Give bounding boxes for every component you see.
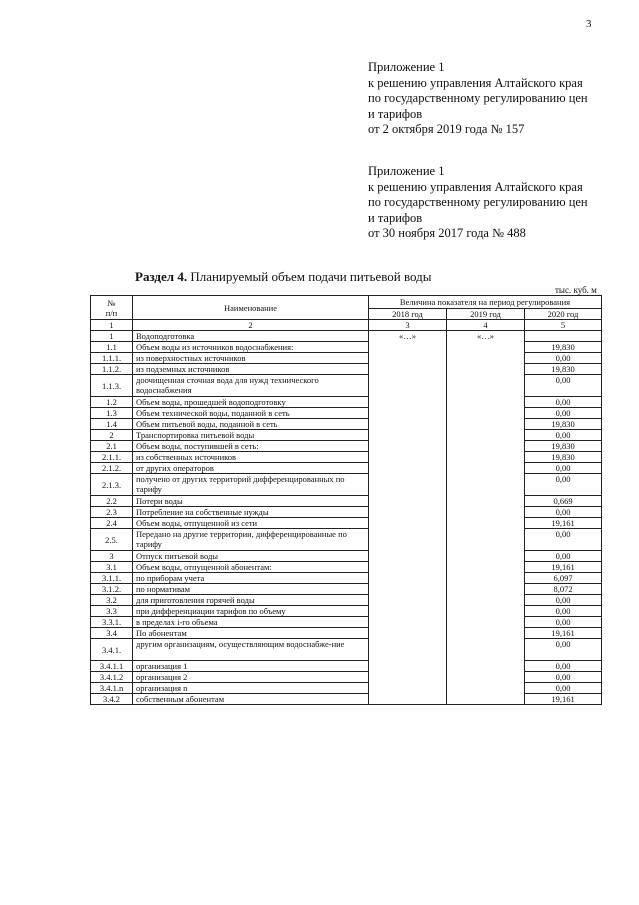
value-2020: 0,00 bbox=[525, 529, 602, 551]
row-number: 3.1.2. bbox=[91, 584, 133, 595]
value-2020: 8,072 bbox=[525, 584, 602, 595]
row-name: доочищенная сточная вода для нужд технического водоснабжения bbox=[133, 375, 369, 397]
row-name: Отпуск питьевой воды bbox=[133, 551, 369, 562]
value-2020: 0,00 bbox=[525, 353, 602, 364]
row-number: 1.3 bbox=[91, 408, 133, 419]
value-2019 bbox=[447, 584, 525, 595]
appendix-line: и тарифов bbox=[368, 210, 423, 225]
value-2018 bbox=[369, 661, 447, 672]
row-number: 3.4.1.1 bbox=[91, 661, 133, 672]
row-name: по нормативам bbox=[133, 584, 369, 595]
value-2018 bbox=[369, 364, 447, 375]
table-row bbox=[91, 683, 602, 694]
value-2019 bbox=[447, 463, 525, 474]
value-2020: 0,00 bbox=[525, 639, 602, 661]
value-2020: 0,00 bbox=[525, 606, 602, 617]
value-2020: 0,00 bbox=[525, 617, 602, 628]
col-number: 2 bbox=[133, 320, 369, 331]
section-title-text: Планируемый объем подачи питьевой воды bbox=[190, 269, 432, 284]
row-number: 1.1.2. bbox=[91, 364, 133, 375]
table-row bbox=[91, 474, 602, 496]
col-number: 1 bbox=[91, 320, 133, 331]
row-number: 3.3.1. bbox=[91, 617, 133, 628]
header-year-2018: 2018 год bbox=[369, 309, 447, 320]
row-name: По абонентам bbox=[133, 628, 369, 639]
table-row bbox=[91, 518, 602, 529]
value-2019 bbox=[447, 562, 525, 573]
appendix-line: по государственному регулированию цен bbox=[368, 195, 588, 209]
table-row bbox=[91, 397, 602, 408]
row-number: 3.4.1.n bbox=[91, 683, 133, 694]
table-row bbox=[91, 672, 602, 683]
value-2019 bbox=[447, 397, 525, 408]
table-row bbox=[91, 639, 602, 661]
value-2020: 19,830 bbox=[525, 441, 602, 452]
row-name: Потребление на собственные нужды bbox=[133, 507, 369, 518]
value-2018 bbox=[369, 397, 447, 408]
row-number: 2.2 bbox=[91, 496, 133, 507]
row-number: 1.1.1. bbox=[91, 353, 133, 364]
table-row bbox=[91, 606, 602, 617]
row-number: 3.4 bbox=[91, 628, 133, 639]
appendix-line: по государственному регулированию цен bbox=[368, 91, 588, 105]
row-number: 2 bbox=[91, 430, 133, 441]
row-name: Объем воды, отпущенной из сети bbox=[133, 518, 369, 529]
row-number: 3 bbox=[91, 551, 133, 562]
row-name: из подземных источников bbox=[133, 364, 369, 375]
row-number: 2.1.1. bbox=[91, 452, 133, 463]
col-number: 3 bbox=[369, 320, 447, 331]
table-row bbox=[91, 595, 602, 606]
row-number: 1.4 bbox=[91, 419, 133, 430]
header-num: № п/п bbox=[91, 296, 133, 320]
value-2018 bbox=[369, 672, 447, 683]
value-2019 bbox=[447, 606, 525, 617]
row-name: для приготовления горячей воды bbox=[133, 595, 369, 606]
value-2018 bbox=[369, 595, 447, 606]
value-2020: 0,00 bbox=[525, 507, 602, 518]
table-row bbox=[91, 529, 602, 551]
table-row bbox=[91, 694, 602, 705]
row-number: 3.3 bbox=[91, 606, 133, 617]
row-number: 3.1.1. bbox=[91, 573, 133, 584]
row-number: 2.1.3. bbox=[91, 474, 133, 496]
row-number: 2.5. bbox=[91, 529, 133, 551]
value-2018 bbox=[369, 628, 447, 639]
header-name: Наименование bbox=[133, 296, 369, 320]
value-2019 bbox=[447, 507, 525, 518]
table-row bbox=[91, 331, 602, 342]
value-2020: 0,00 bbox=[525, 463, 602, 474]
table-row bbox=[91, 628, 602, 639]
value-2018 bbox=[369, 342, 447, 353]
row-number: 3.2 bbox=[91, 595, 133, 606]
value-2018 bbox=[369, 441, 447, 452]
value-2018 bbox=[369, 551, 447, 562]
value-2018 bbox=[369, 694, 447, 705]
value-2020: 19,161 bbox=[525, 628, 602, 639]
row-name: по приборам учета bbox=[133, 573, 369, 584]
row-number: 2.1 bbox=[91, 441, 133, 452]
value-2019: «…» bbox=[447, 331, 525, 342]
table-row bbox=[91, 419, 602, 430]
value-2018 bbox=[369, 430, 447, 441]
appendix-header-original bbox=[368, 164, 588, 242]
col-number: 4 bbox=[447, 320, 525, 331]
row-name: получено от других территорий дифференцированных по тарифу bbox=[133, 474, 369, 496]
value-2020: 0,00 bbox=[525, 661, 602, 672]
table-row bbox=[91, 551, 602, 562]
value-2020: 19,830 bbox=[525, 419, 602, 430]
row-number: 2.3 bbox=[91, 507, 133, 518]
value-2018 bbox=[369, 683, 447, 694]
section-prefix: Раздел 4. bbox=[135, 269, 188, 284]
value-2020: 19,830 bbox=[525, 342, 602, 353]
value-2019 bbox=[447, 683, 525, 694]
row-number: 3.4.1. bbox=[91, 639, 133, 661]
value-2020: 0,00 bbox=[525, 408, 602, 419]
value-2019 bbox=[447, 353, 525, 364]
header-year-2019: 2019 год bbox=[447, 309, 525, 320]
row-name: Объем воды из источников водоснабжения: bbox=[133, 342, 369, 353]
value-2019 bbox=[447, 496, 525, 507]
appendix-line: от 2 октября 2019 года № 157 bbox=[368, 122, 525, 136]
units-label: тыс. куб. м bbox=[555, 285, 597, 295]
value-2018 bbox=[369, 353, 447, 364]
value-2020: 0,00 bbox=[525, 474, 602, 496]
header-period: Величина показателя на период регулирования bbox=[369, 296, 602, 309]
table-row bbox=[91, 364, 602, 375]
value-2018 bbox=[369, 375, 447, 397]
value-2019 bbox=[447, 518, 525, 529]
appendix-line: Приложение 1 bbox=[368, 60, 445, 74]
value-2018 bbox=[369, 529, 447, 551]
value-2018 bbox=[369, 584, 447, 595]
value-2020: 0,00 bbox=[525, 397, 602, 408]
row-number: 3.4.2 bbox=[91, 694, 133, 705]
value-2019 bbox=[447, 617, 525, 628]
row-name: Передано на другие территории, дифференцированные по тарифу bbox=[133, 529, 369, 551]
table-row bbox=[91, 496, 602, 507]
value-2019 bbox=[447, 595, 525, 606]
value-2018 bbox=[369, 573, 447, 584]
value-2020: 19,830 bbox=[525, 452, 602, 463]
row-name: от других операторов bbox=[133, 463, 369, 474]
value-2019 bbox=[447, 628, 525, 639]
table-row bbox=[91, 463, 602, 474]
value-2019 bbox=[447, 364, 525, 375]
table-row bbox=[91, 573, 602, 584]
value-2018 bbox=[369, 452, 447, 463]
row-number: 1 bbox=[91, 331, 133, 342]
table-row bbox=[91, 584, 602, 595]
value-2019 bbox=[447, 419, 525, 430]
row-name: Потери воды bbox=[133, 496, 369, 507]
row-name: собственным абонентам bbox=[133, 694, 369, 705]
table-row bbox=[91, 617, 602, 628]
row-name: в пределах i-го объема bbox=[133, 617, 369, 628]
table-row bbox=[91, 661, 602, 672]
value-2020: 19,161 bbox=[525, 562, 602, 573]
value-2019 bbox=[447, 529, 525, 551]
value-2020: 0,00 bbox=[525, 375, 602, 397]
value-2020: 0,00 bbox=[525, 683, 602, 694]
value-2020: 19,830 bbox=[525, 364, 602, 375]
value-2019 bbox=[447, 551, 525, 562]
value-2020: 6,097 bbox=[525, 573, 602, 584]
table-row bbox=[91, 408, 602, 419]
value-2020: 19,161 bbox=[525, 694, 602, 705]
value-2018 bbox=[369, 606, 447, 617]
table-row bbox=[91, 507, 602, 518]
row-number: 3.1 bbox=[91, 562, 133, 573]
row-number: 1.1.3. bbox=[91, 375, 133, 397]
value-2019 bbox=[447, 441, 525, 452]
value-2019 bbox=[447, 452, 525, 463]
value-2020: 0,00 bbox=[525, 595, 602, 606]
value-2019 bbox=[447, 661, 525, 672]
row-name: из поверхностных источников bbox=[133, 353, 369, 364]
water-volume-table bbox=[90, 295, 602, 705]
row-number: 2.4 bbox=[91, 518, 133, 529]
row-name: Транспортировка питьевой воды bbox=[133, 430, 369, 441]
table-row bbox=[91, 430, 602, 441]
value-2019 bbox=[447, 375, 525, 397]
table-row bbox=[91, 375, 602, 397]
row-name: другим организациям, осуществляющим водоснабже-ние bbox=[133, 639, 369, 661]
appendix-line: к решению управления Алтайского края bbox=[368, 75, 583, 90]
section-title bbox=[135, 269, 432, 285]
row-name: организация n bbox=[133, 683, 369, 694]
value-2018 bbox=[369, 419, 447, 430]
table-row bbox=[91, 353, 602, 364]
value-2020 bbox=[525, 331, 602, 342]
table-row bbox=[91, 342, 602, 353]
page-number: 3 bbox=[586, 18, 592, 30]
value-2019 bbox=[447, 342, 525, 353]
row-name: Объем воды, отпущенной абонентам: bbox=[133, 562, 369, 573]
header-year-2020: 2020 год bbox=[525, 309, 602, 320]
value-2018 bbox=[369, 408, 447, 419]
table-row bbox=[91, 562, 602, 573]
value-2019 bbox=[447, 639, 525, 661]
value-2020: 0,00 bbox=[525, 551, 602, 562]
row-name: Объем питьевой воды, поданной в сеть bbox=[133, 419, 369, 430]
row-name: организация 2 bbox=[133, 672, 369, 683]
row-name: Объем воды, поступившей в сеть: bbox=[133, 441, 369, 452]
value-2018 bbox=[369, 463, 447, 474]
value-2019 bbox=[447, 474, 525, 496]
row-name: при дифференциации тарифов по объему bbox=[133, 606, 369, 617]
value-2018 bbox=[369, 562, 447, 573]
appendix-line: Приложение 1 bbox=[368, 164, 445, 178]
value-2020: 19,161 bbox=[525, 518, 602, 529]
row-name: из собственных источников bbox=[133, 452, 369, 463]
value-2018 bbox=[369, 617, 447, 628]
row-number: 1.1 bbox=[91, 342, 133, 353]
value-2018 bbox=[369, 496, 447, 507]
value-2018: «…» bbox=[369, 331, 447, 342]
row-name: организация 1 bbox=[133, 661, 369, 672]
appendix-line: к решению управления Алтайского края bbox=[368, 179, 583, 194]
value-2020: 0,00 bbox=[525, 672, 602, 683]
row-name: Водоподготовка bbox=[133, 331, 369, 342]
value-2020: 0,00 bbox=[525, 430, 602, 441]
value-2019 bbox=[447, 573, 525, 584]
row-number: 3.4.1.2 bbox=[91, 672, 133, 683]
value-2018 bbox=[369, 639, 447, 661]
value-2018 bbox=[369, 518, 447, 529]
value-2019 bbox=[447, 408, 525, 419]
value-2019 bbox=[447, 694, 525, 705]
appendix-header-current bbox=[368, 60, 588, 138]
table-row bbox=[91, 441, 602, 452]
row-number: 2.1.2. bbox=[91, 463, 133, 474]
appendix-line: и тарифов bbox=[368, 106, 423, 121]
row-name: Объем технической воды, поданной в сеть bbox=[133, 408, 369, 419]
value-2018 bbox=[369, 507, 447, 518]
value-2019 bbox=[447, 672, 525, 683]
row-number: 1.2 bbox=[91, 397, 133, 408]
col-number: 5 bbox=[525, 320, 602, 331]
table-row bbox=[91, 452, 602, 463]
value-2020: 0,669 bbox=[525, 496, 602, 507]
appendix-line: от 30 ноября 2017 года № 488 bbox=[368, 226, 526, 240]
value-2019 bbox=[447, 430, 525, 441]
row-name: Объем воды, прошедшей водоподготовку bbox=[133, 397, 369, 408]
value-2018 bbox=[369, 474, 447, 496]
